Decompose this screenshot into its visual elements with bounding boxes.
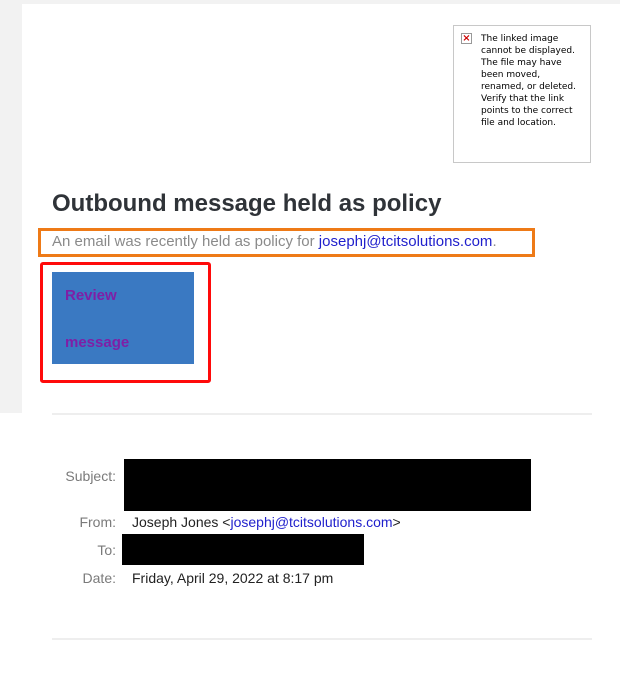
- review-message-button[interactable]: [52, 272, 194, 364]
- date-label: Date:: [82, 570, 116, 586]
- subject-redaction: [124, 459, 531, 511]
- review-button-line1: Review: [65, 287, 117, 304]
- top-strip: [22, 0, 620, 4]
- divider-bottom: [52, 638, 592, 640]
- to-redaction: [122, 534, 364, 565]
- notice-email-link[interactable]: josephj@tcitsolutions.com: [318, 233, 493, 250]
- from-value: [132, 514, 401, 530]
- page-title: Outbound message held as policy: [52, 190, 442, 217]
- broken-image-x-icon: ×: [462, 33, 471, 44]
- date-value: Friday, April 29, 2022 at 8:17 pm: [132, 570, 334, 586]
- from-email-link[interactable]: josephj@tcitsolutions.com: [230, 514, 393, 530]
- review-button-line2: message: [65, 334, 130, 351]
- from-suffix: >: [392, 514, 401, 530]
- notice-text: [52, 233, 497, 250]
- broken-image-message: The linked image cannot be displayed. The file may have been moved, renamed, or deleted. Verify that the link points to the correct file and location.: [481, 34, 576, 128]
- from-label: From:: [79, 514, 116, 530]
- notice-suffix: .: [492, 233, 497, 250]
- to-label: To:: [97, 542, 116, 558]
- left-rail: [0, 0, 22, 413]
- broken-image-placeholder: [453, 25, 591, 163]
- notice-prefix: An email was recently held as policy for: [52, 233, 319, 250]
- subject-label: Subject:: [65, 468, 116, 484]
- divider-top: [52, 413, 592, 415]
- from-name: Joseph Jones <: [132, 514, 231, 530]
